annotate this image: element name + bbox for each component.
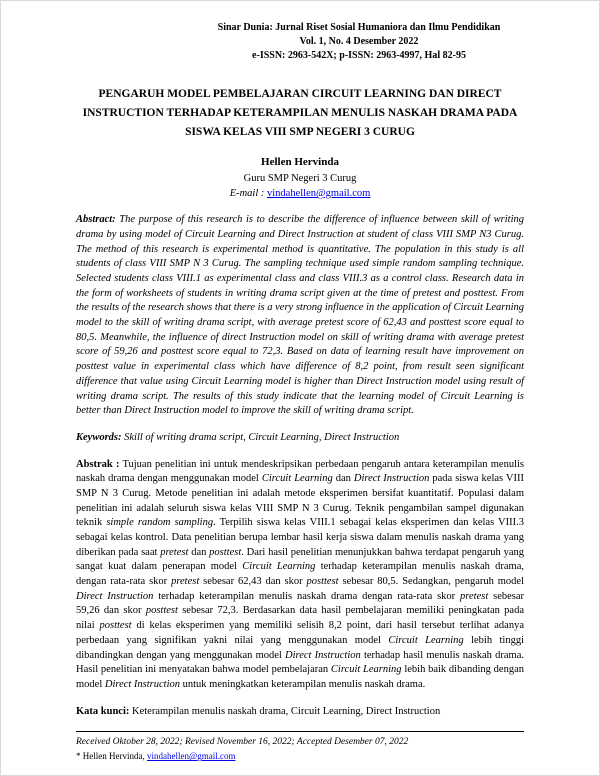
author-name: Hellen Hervinda (261, 155, 339, 168)
kata-kunci-text: Keterampilan menulis naskah drama, Circuit Learning, Direct Instruction (129, 705, 441, 717)
keywords-line (76, 431, 524, 446)
keywords-label: Keywords: (76, 431, 122, 443)
email-label: E-mail : (229, 188, 268, 200)
abstrak-text: Tujuan penelitian ini untuk mendeskripsikan perbedaan pengaruh antara keterampilan menulis naskah drama dengan menggunakan model Circuit Learning dan Direct Instruction pada siswa kelas VIII SMP N 3 Curug. Metode penelitian ini adalah metode eksperimen bersifat kuantitatif. Populasi dalam penelitian ini adalah seluruh siswa kelas VIII SMP N 3 Curug. Teknik pengambilan sampel digunakan teknik simple random sampling. Terpilih siswa kelas VIII.1 sebagai kelas eksperimen dan kelas VIII.3 sebagai kelas kontrol. Data penelitian berupa lembar hasil kerja siswa dalam menulis naskah drama yang diberikan pada saat pretest dan posttest. Dari hasil penelitian menunjukkan bahwa terdapat pengaruh yang sangat kuat dalam penerapan model Circuit Learning terhadap keterampilan menulis naskah drama, dengan rata-rata skor pretest sebesar 62,43 dan skor posttest sebesar 80,5. Sedangkan, pengaruh model Direct Instruction terhadap keterampilan menulis naskah drama dengan rata-rata skor pretest sebesar 59,26 dan skor posttest sebesar 72,3. Berdasarkan data hasil pembelajaran memiliki peningkatan pada nilai posttest di kelas eksperimen yang memiliki selisih 8,2 point, dari hasil tersebut terlihat adanya perbedaan yang signifikan yakni nilai yang menggunakan model Circuit Learning lebih tinggi dibandingkan dengan yang menggunakan model Direct Instruction terhadap hasil menulis naskah drama. Hasil penelitian ini menyatakan bahwa model pembelajaran Circuit Learning lebih baik dibanding dengan model Direct Instruction untuk meningkatkan keterampilan menulis naskah drama. (76, 458, 525, 690)
journal-name: Sinar Dunia: Jurnal Riset Sosial Humaniora dan Ilmu Pendidikan (217, 22, 501, 33)
received-dates-line: Received Oktober 28, 2022; Revised November 16, 2022; Accepted Desember 07, 2022 (76, 736, 409, 747)
abstract-label: Abstract: (76, 214, 116, 226)
abstract-text: The purpose of this research is to describe the difference of influence between skill of writing drama by using model of Circuit Learning and Direct Instruction at student of class VIII SMP N3 Curug. The method of this research is experimental method is quantitative. The population in this study is all students of class VIII SMP N 3 Curug. The sampling technique used simple random sampling technique. Selected students class VIII.1 as experimental class and class VIII.3 as a control class. Research data in the form of worksheets of students in writing drama script given at the time of pretest and posttest. From the results of the research shows that there is a very strong influence in the application of Circuit Learning model to the skill of writing drama script, with average pretest score of 62,43 and posttest score equal to 80,5. Meanwhile, the influence of direct Instruction model on skill of writing drama with average pretest score of 59,26 and posttest score equal to 72,3. Based on data of learning result have improvement on posttest value in experimental class which have difference of 8,2 point, from result seen significant difference that value using Circuit Learning model is higher than Direct Instruction model using result of writing drama script. The results of this study indicate that the learning model of Circuit Learning is better than Direct Instruction model to improve the skill of writing drama script. (76, 214, 524, 417)
journal-volume: Vol. 1, No. 4 Desember 2022 (299, 36, 419, 47)
author-block (76, 155, 524, 201)
page-footer (76, 731, 524, 763)
kata-kunci-label: Kata kunci: (76, 705, 130, 717)
author-affiliation: Guru SMP Negeri 3 Curug (243, 172, 357, 184)
paper-title: PENGARUH MODEL PEMBELAJARAN CIRCUIT LEARNING DAN DIRECT INSTRUCTION TERHADAP KETERAMPILAN MENULIS NASKAH DRAMA PADA SISWA KELAS VIII SMP NEGERI 3 CURUG (82, 88, 518, 138)
footnote-prefix: * Hellen Hervinda, (76, 751, 147, 762)
corresponding-author-footnote (76, 751, 524, 763)
footnote-email-link[interactable]: vindahellen@gmail.com (146, 751, 236, 762)
kata-kunci-line (76, 705, 524, 720)
author-email-link[interactable]: vindahellen@gmail.com (267, 188, 371, 200)
journal-issn: e-ISSN: 2963-542X; p-ISSN: 2963-4997, Hal 82-95 (252, 50, 466, 61)
author-email-line (76, 186, 524, 201)
journal-header (194, 21, 524, 63)
keywords-text: Skill of writing drama script, Circuit Learning, Direct Instruction (121, 431, 400, 443)
abstrak-label: Abstrak : (76, 458, 120, 470)
abstract-paragraph (76, 213, 524, 419)
abstrak-paragraph (76, 458, 524, 693)
